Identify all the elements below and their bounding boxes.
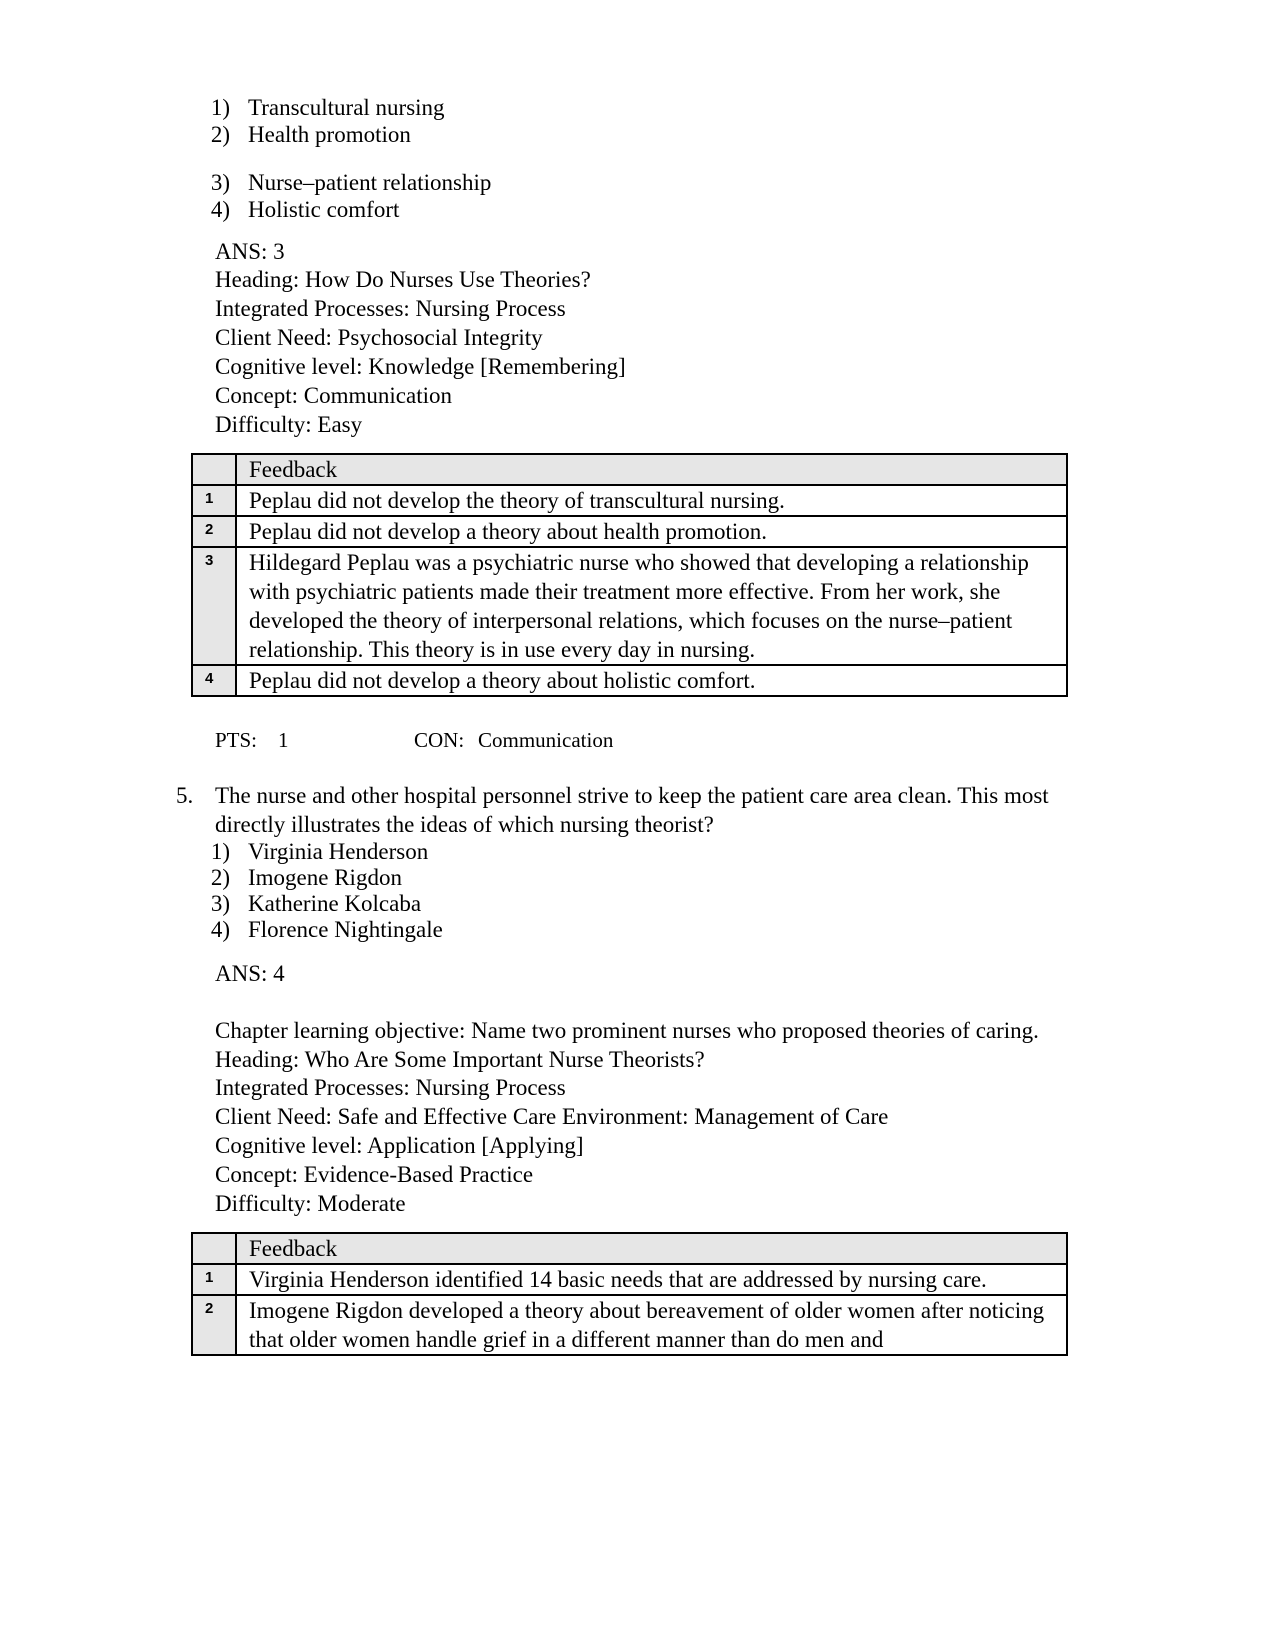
question-stem-line: directly illustrates the ideas of which nursing theorist? [215, 812, 714, 837]
option-text: Holistic comfort [248, 197, 400, 222]
option-text: Florence Nightingale [248, 917, 443, 942]
feedback-index: 3 [192, 547, 236, 665]
meta-integrated-processes: Integrated Processes: Nursing Process [215, 1075, 566, 1100]
meta-concept: Concept: Communication [215, 383, 452, 408]
feedback-index: 2 [192, 516, 236, 547]
meta-cognitive-level: Cognitive level: Application [Applying] [215, 1133, 584, 1158]
feedback-text: Peplau did not develop a theory about holistic comfort. [236, 665, 1067, 696]
con-value: Communication [478, 728, 614, 752]
question-number: 5. [176, 783, 194, 808]
meta-concept: Concept: Evidence-Based Practice [215, 1162, 534, 1187]
option-text: Transcultural nursing [248, 95, 445, 120]
option-number: 3) [210, 170, 230, 195]
option-text: Nurse–patient relationship [248, 170, 492, 195]
answer-key: ANS: 4 [215, 961, 285, 986]
feedback-header-row [192, 1233, 1067, 1264]
pts-label: PTS: [215, 728, 258, 752]
feedback-text: Virginia Henderson identified 14 basic needs that are addressed by nursing care. [236, 1264, 1067, 1295]
feedback-index: 4 [192, 665, 236, 696]
answer-key: ANS: 3 [215, 239, 285, 264]
feedback-row [192, 516, 1067, 547]
meta-difficulty: Difficulty: Easy [215, 412, 363, 437]
feedback-text: Hildegard Peplau was a psychiatric nurse who showed that developing a relationship with psychiatric patients made their treatment more effective. From her work, she developed the theory of interpersonal relations, which focuses on the nurse–patient relationship. This theory is in use every day in nursing. [236, 547, 1067, 665]
option-text: Katherine Kolcaba [248, 891, 422, 916]
feedback-text: Imogene Rigdon developed a theory about bereavement of older women after noticing that older women handle grief in a different manner than do men and [236, 1295, 1067, 1355]
option-number: 2) [210, 122, 230, 147]
feedback-row [192, 1295, 1067, 1355]
feedback-header-index [192, 454, 236, 485]
feedback-header: Feedback [236, 454, 1067, 485]
option-number: 2) [210, 865, 230, 890]
q5-feedback-table [191, 1232, 1068, 1356]
meta-heading: Heading: How Do Nurses Use Theories? [215, 267, 591, 292]
feedback-row [192, 547, 1067, 665]
option-number: 1) [210, 95, 230, 120]
pts-value: 1 [278, 728, 289, 752]
option-number: 4) [210, 917, 230, 942]
option-number: 3) [210, 891, 230, 916]
q4-feedback-table [191, 453, 1068, 697]
meta-integrated-processes: Integrated Processes: Nursing Process [215, 296, 566, 321]
feedback-index: 2 [192, 1295, 236, 1355]
meta-client-need: Client Need: Safe and Effective Care Environment: Management of Care [215, 1104, 889, 1129]
meta-client-need: Client Need: Psychosocial Integrity [215, 325, 543, 350]
feedback-row [192, 485, 1067, 516]
feedback-index: 1 [192, 1264, 236, 1295]
meta-learning-objective: Chapter learning objective: Name two prominent nurses who proposed theories of caring. [215, 1018, 1039, 1043]
option-text: Health promotion [248, 122, 411, 147]
option-text: Imogene Rigdon [248, 865, 402, 890]
feedback-text: Peplau did not develop a theory about health promotion. [236, 516, 1067, 547]
feedback-row [192, 1264, 1067, 1295]
option-text: Virginia Henderson [248, 839, 429, 864]
option-number: 1) [210, 839, 230, 864]
feedback-header-row [192, 454, 1067, 485]
feedback-index: 1 [192, 485, 236, 516]
con-label: CON: [414, 728, 465, 752]
feedback-header-index [192, 1233, 236, 1264]
option-number: 4) [210, 197, 230, 222]
question-stem-line: The nurse and other hospital personnel strive to keep the patient care area clean. This most [215, 783, 1049, 808]
feedback-header: Feedback [236, 1233, 1067, 1264]
feedback-text: Peplau did not develop the theory of transcultural nursing. [236, 485, 1067, 516]
meta-difficulty: Difficulty: Moderate [215, 1191, 406, 1216]
meta-heading: Heading: Who Are Some Important Nurse Theorists? [215, 1047, 705, 1072]
meta-cognitive-level: Cognitive level: Knowledge [Remembering] [215, 354, 626, 379]
feedback-row [192, 665, 1067, 696]
